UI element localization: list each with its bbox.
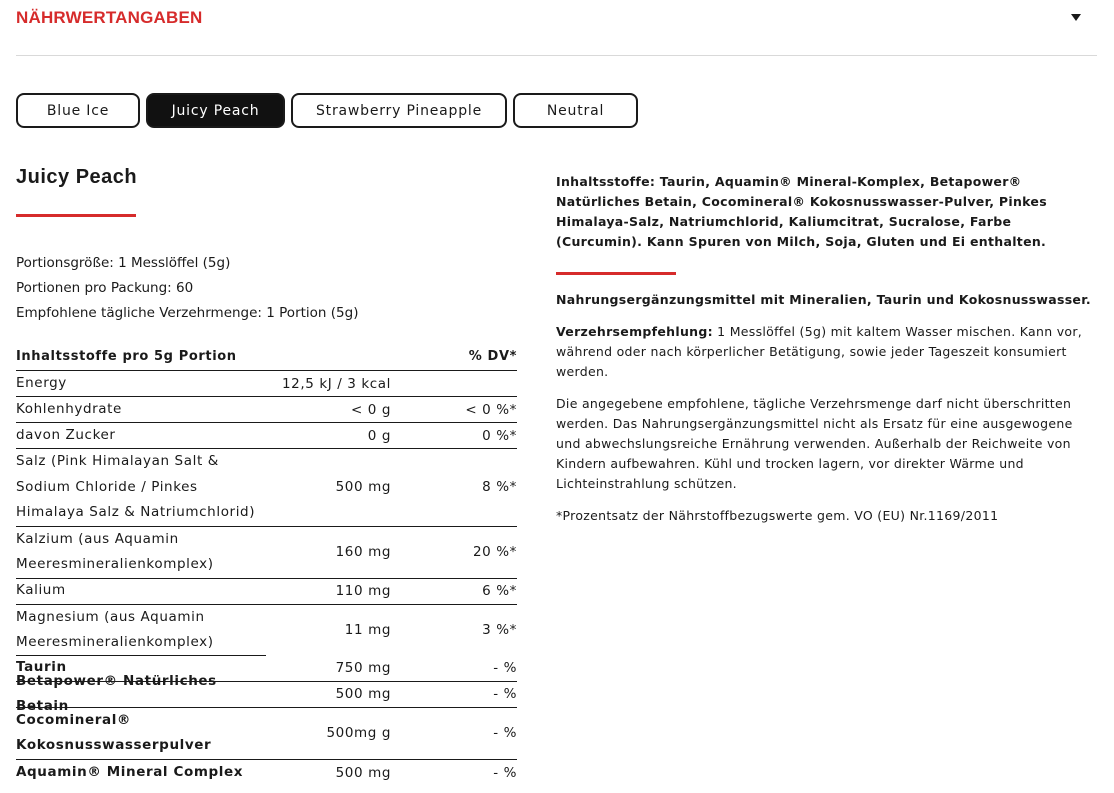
row-amount: 160 mg — [335, 544, 391, 560]
row-dv: - % — [493, 660, 517, 676]
portions-per-pack: Portionen pro Packung: 60 — [16, 280, 194, 296]
row-name: Salz (Pink Himalayan Salt & Sodium Chloride / Pinkes Himalaya Salz & Natriumchlorid) — [16, 453, 256, 520]
row-amount: 750 mg — [335, 660, 391, 676]
product-info — [556, 172, 1097, 526]
recommendation — [556, 322, 1097, 382]
product-summary — [16, 160, 517, 326]
tab-juicy-peach[interactable]: Juicy Peach — [146, 93, 285, 128]
tab-neutral[interactable]: Neutral — [513, 93, 638, 128]
row-amount: 0 g — [367, 427, 391, 444]
row-dv: - % — [493, 764, 517, 781]
table-row — [16, 449, 517, 527]
portion-info — [16, 251, 517, 326]
row-name: Cocomineral® Kokosnusswasserpulver — [16, 711, 212, 753]
tab-strawberry-pineapple[interactable]: Strawberry Pineapple — [291, 93, 507, 128]
row-name: Kohlenhydrate — [16, 400, 122, 417]
nutrition-table — [16, 343, 517, 786]
product-title: Juicy Peach — [16, 166, 138, 188]
row-amount: 500 mg — [335, 764, 391, 781]
recommend-label: Verzehrsempfehlung: — [556, 324, 713, 339]
row-dv: - % — [493, 686, 517, 702]
row-dv: - % — [493, 725, 517, 741]
caret-down-icon[interactable] — [1071, 14, 1081, 21]
row-amount: 500mg g — [326, 725, 391, 741]
row-name: Betapower® Natürliches Betain — [16, 672, 217, 714]
row-amount: 12,5 kJ / 3 kcal — [281, 375, 391, 392]
table-row — [16, 605, 517, 656]
row-name: Kalzium (aus Aquamin Meeresmineralienkomplex) — [16, 530, 214, 572]
footnote-text: *Prozentsatz der Nährstoffbezugswerte gem. VO (EU) Nr.1169/2011 — [556, 508, 999, 523]
title-divider — [16, 214, 136, 217]
row-dv: 6 %* — [482, 583, 517, 599]
table-row — [16, 672, 517, 714]
info-divider — [556, 272, 676, 275]
row-amount: 110 mg — [335, 583, 391, 599]
row-amount: 500 mg — [335, 479, 391, 496]
table-header — [16, 343, 517, 371]
daily-recommendation: Empfohlene tägliche Verzehrmenge: 1 Portion (5g) — [16, 305, 359, 321]
row-dv: 20 %* — [472, 544, 517, 560]
section-title: NÄHRWERTANGABEN — [16, 8, 203, 27]
header-ingredients: Inhaltsstoffe pro 5g Portion — [16, 348, 237, 364]
row-amount: 500 mg — [335, 686, 391, 702]
ingredients-text: Inhaltsstoffe: Taurin, Aquamin® Mineral-Komplex, Betapower® Natürliches Betain, Cocomineral® Kokosnusswasser-Pulver, Pinkes Himalaya-Salz, Natriumchlorid, Kaliumcitrat, Sucralose, Farbe (Curcumin). Kann Spuren von Milch, Soja, Gluten und Ei enthalten. — [556, 174, 1047, 249]
row-dv: 0 %* — [482, 427, 517, 444]
row-dv: < 0 %* — [465, 401, 517, 418]
recommend-text: 1 Messlöffel (5g) mit kaltem Wasser mischen. Kann vor, während oder nach körperlicher Betätigung, sowie jeder Tageszeit konsumiert werden. — [556, 324, 1083, 379]
portion-size: Portionsgröße: 1 Messlöffel (5g) — [16, 255, 231, 271]
row-name: Taurin — [16, 659, 67, 676]
flavor-tabs — [16, 93, 638, 128]
table-row — [16, 397, 517, 423]
nutrition-accordion-header[interactable] — [16, 0, 1097, 56]
row-name: Aquamin® Mineral Complex — [16, 763, 244, 780]
row-amount: 11 mg — [344, 622, 391, 638]
row-name: davon Zucker — [16, 426, 116, 443]
header-dv: % DV* — [468, 349, 517, 364]
row-name: Energy — [16, 374, 67, 391]
table-row — [16, 579, 517, 605]
row-name: Kalium — [16, 582, 66, 599]
row-dv: 3 %* — [482, 622, 517, 638]
table-row — [16, 708, 517, 760]
table-row — [16, 371, 517, 397]
supplement-text: Nahrungsergänzungsmittel mit Mineralien, Taurin und Kokosnusswasser. — [556, 292, 1091, 307]
warning-text: Die angegebene empfohlene, tägliche Verzehrsmenge darf nicht überschritten werden. Das Nahrungsergänzungsmittel nicht als Ersatz für eine ausgewogene und abwechslungsreiche Ernährung verwenden. Außerhalb der Reichweite von Kindern aufbewahren. Kühl und trocken lagern, vor direkter Wärme und Lichteinstrahlung schützen. — [556, 396, 1073, 491]
row-dv: 8 %* — [482, 479, 517, 496]
row-name: Magnesium (aus Aquamin Meeresmineralienkomplex) — [16, 608, 214, 650]
table-row — [16, 527, 517, 579]
table-row — [16, 760, 517, 786]
table-row — [16, 423, 517, 449]
row-amount: < 0 g — [350, 401, 391, 418]
tab-blue-ice[interactable]: Blue Ice — [16, 93, 140, 128]
